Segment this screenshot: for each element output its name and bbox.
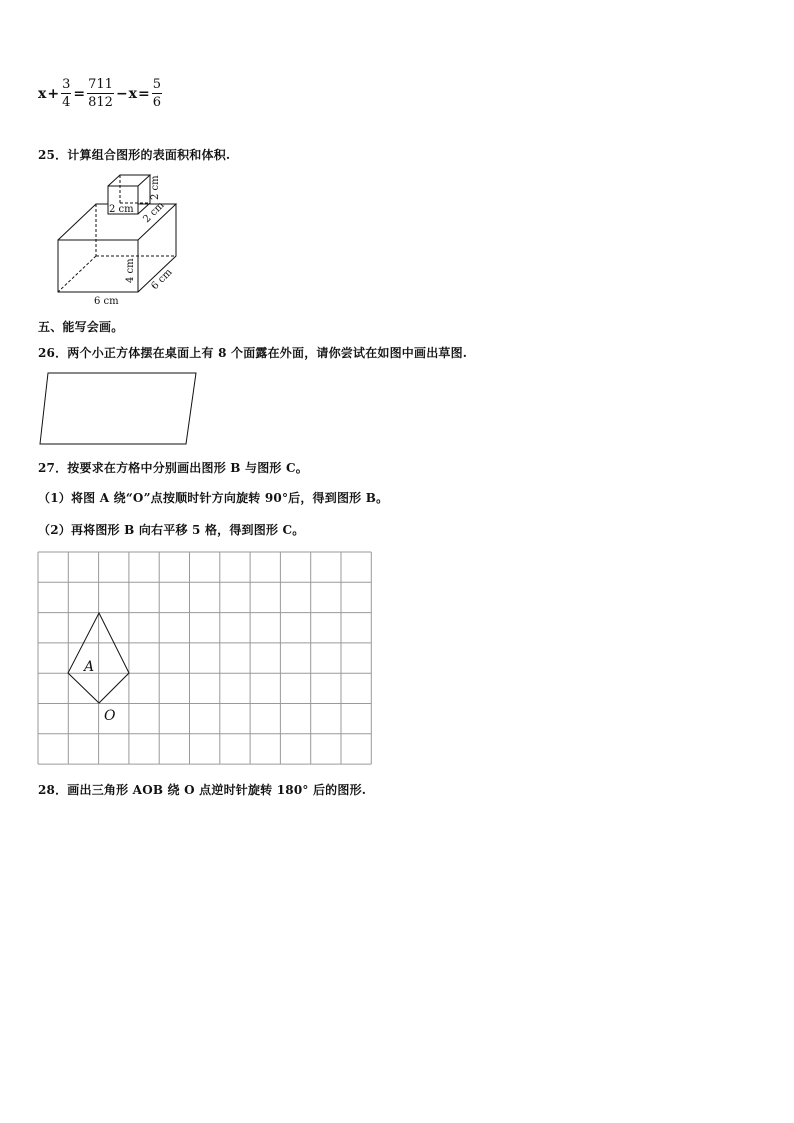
plus-sign: + — [47, 85, 60, 102]
fraction-5-6 — [152, 78, 162, 109]
label-a: A — [84, 659, 95, 675]
drawing-grid[interactable] — [37, 551, 373, 766]
equals-sign: = — [138, 85, 150, 102]
question-28: 28．画出三角形 AOB 绕 O 点逆时针旋转 180° 后的图形. — [38, 783, 367, 797]
fraction-numerator: 3 — [62, 77, 71, 92]
tabletop-parallelogram[interactable] — [38, 369, 200, 449]
label-small-top: 2 cm — [150, 175, 161, 200]
fraction-numerator: 711 — [88, 77, 113, 92]
section-five-heading: 五、能写会画。 — [38, 320, 124, 334]
var-x: x — [38, 85, 47, 102]
label-big-height: 4 cm — [125, 258, 136, 283]
question-25: 25．计算组合图形的表面积和体积. — [38, 148, 231, 162]
label-big-depth: 6 cm — [149, 266, 175, 293]
equals-sign: = — [73, 85, 86, 102]
label-small-front: 2 cm — [109, 204, 134, 215]
label-big-width: 6 cm — [94, 296, 119, 307]
composite-solid-figure — [40, 166, 210, 308]
var-x: x — [128, 85, 138, 102]
question-26: 26．两个小正方体摆在桌面上有 8 个面露在外面，请你尝试在如图中画出草图. — [38, 346, 468, 360]
question-27-part-2: （2）再将图形 B 向右平移 5 格，得到图形 C。 — [38, 523, 305, 537]
fraction-denominator: 4 — [62, 95, 71, 110]
label-small-side: 2 cm — [141, 199, 167, 226]
question-27: 27．按要求在方格中分别画出图形 B 与图形 C。 — [38, 461, 308, 475]
small-cube-top-face — [108, 175, 150, 186]
label-o: O — [104, 708, 116, 724]
fraction-denominator: 812 — [88, 95, 113, 110]
fraction-denominator: 6 — [152, 95, 162, 110]
equation — [38, 78, 163, 109]
fraction-3-4 — [61, 78, 71, 109]
question-27-part-1: （1）将图 A 绕“O”点按顺时针方向旋转 90°后，得到图形 B。 — [38, 491, 389, 505]
fraction-numerator: 5 — [152, 77, 162, 92]
minus-sign: − — [115, 85, 128, 102]
fraction-711-812 — [87, 78, 114, 109]
